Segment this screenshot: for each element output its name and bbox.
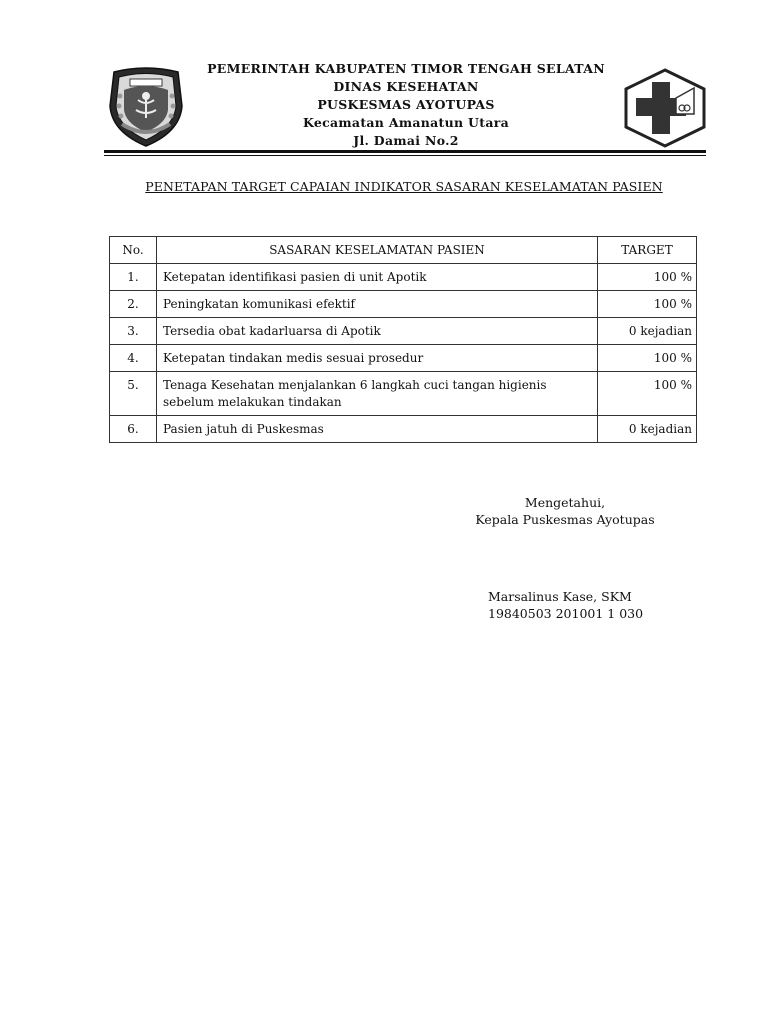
letterhead-agency: DINAS KESEHATAN bbox=[333, 79, 479, 94]
row-no: 4. bbox=[110, 345, 157, 372]
letterhead-rule-thin bbox=[104, 155, 706, 156]
letterhead-district: Kecamatan Amanatun Utara bbox=[302, 115, 510, 130]
row-no: 1. bbox=[110, 264, 157, 291]
acknowledged-label: Mengetahui, bbox=[524, 495, 606, 510]
signature-block bbox=[440, 494, 690, 528]
letterhead bbox=[186, 60, 626, 150]
row-target: 100 % bbox=[598, 372, 697, 416]
row-target: 100 % bbox=[598, 264, 697, 291]
row-sasaran: Tersedia obat kadarluarsa di Apotik bbox=[157, 318, 598, 345]
row-sasaran: Pasien jatuh di Puskesmas bbox=[157, 416, 598, 443]
table-row bbox=[110, 416, 697, 443]
letterhead-puskesmas: PUSKESMAS AYOTUPAS bbox=[317, 97, 495, 112]
regency-emblem-icon bbox=[106, 66, 186, 148]
row-target: 0 kejadian bbox=[598, 416, 697, 443]
table-row bbox=[110, 264, 697, 291]
header-no: No. bbox=[110, 237, 157, 264]
letterhead-address: Jl. Damai No.2 bbox=[353, 133, 459, 148]
row-target: 100 % bbox=[598, 345, 697, 372]
row-sasaran: Ketepatan tindakan medis sesuai prosedur bbox=[157, 345, 598, 372]
signer-nip: 19840503 201001 1 030 bbox=[488, 606, 644, 621]
row-sasaran: Ketepatan identifikasi pasien di unit Apotik bbox=[157, 264, 598, 291]
row-no: 5. bbox=[110, 372, 157, 416]
puskesmas-cross-icon bbox=[624, 68, 706, 148]
letterhead-rule-thick bbox=[104, 150, 706, 153]
signer-position: Kepala Puskesmas Ayotupas bbox=[475, 512, 655, 527]
signer-name: Marsalinus Kase, SKM bbox=[488, 589, 632, 604]
table-row bbox=[110, 318, 697, 345]
row-target: 100 % bbox=[598, 291, 697, 318]
row-sasaran: Peningkatan komunikasi efektif bbox=[157, 291, 598, 318]
document-title: PENETAPAN TARGET CAPAIAN INDIKATOR SASARAN KESELAMATAN PASIEN bbox=[145, 179, 663, 194]
row-no: 6. bbox=[110, 416, 157, 443]
header-target: TARGET bbox=[598, 237, 697, 264]
target-table bbox=[109, 236, 697, 443]
table-row bbox=[110, 345, 697, 372]
header-sasaran: SASARAN KESELAMATAN PASIEN bbox=[157, 237, 598, 264]
table-row bbox=[110, 291, 697, 318]
row-sasaran: Tenaga Kesehatan menjalankan 6 langkah cuci tangan higienis sebelum melakukan tindakan bbox=[157, 372, 598, 416]
letterhead-government: PEMERINTAH KABUPATEN TIMOR TENGAH SELATAN bbox=[207, 61, 605, 76]
row-no: 2. bbox=[110, 291, 157, 318]
row-no: 3. bbox=[110, 318, 157, 345]
table-row bbox=[110, 372, 697, 416]
row-target: 0 kejadian bbox=[598, 318, 697, 345]
table-header-row bbox=[110, 237, 697, 264]
